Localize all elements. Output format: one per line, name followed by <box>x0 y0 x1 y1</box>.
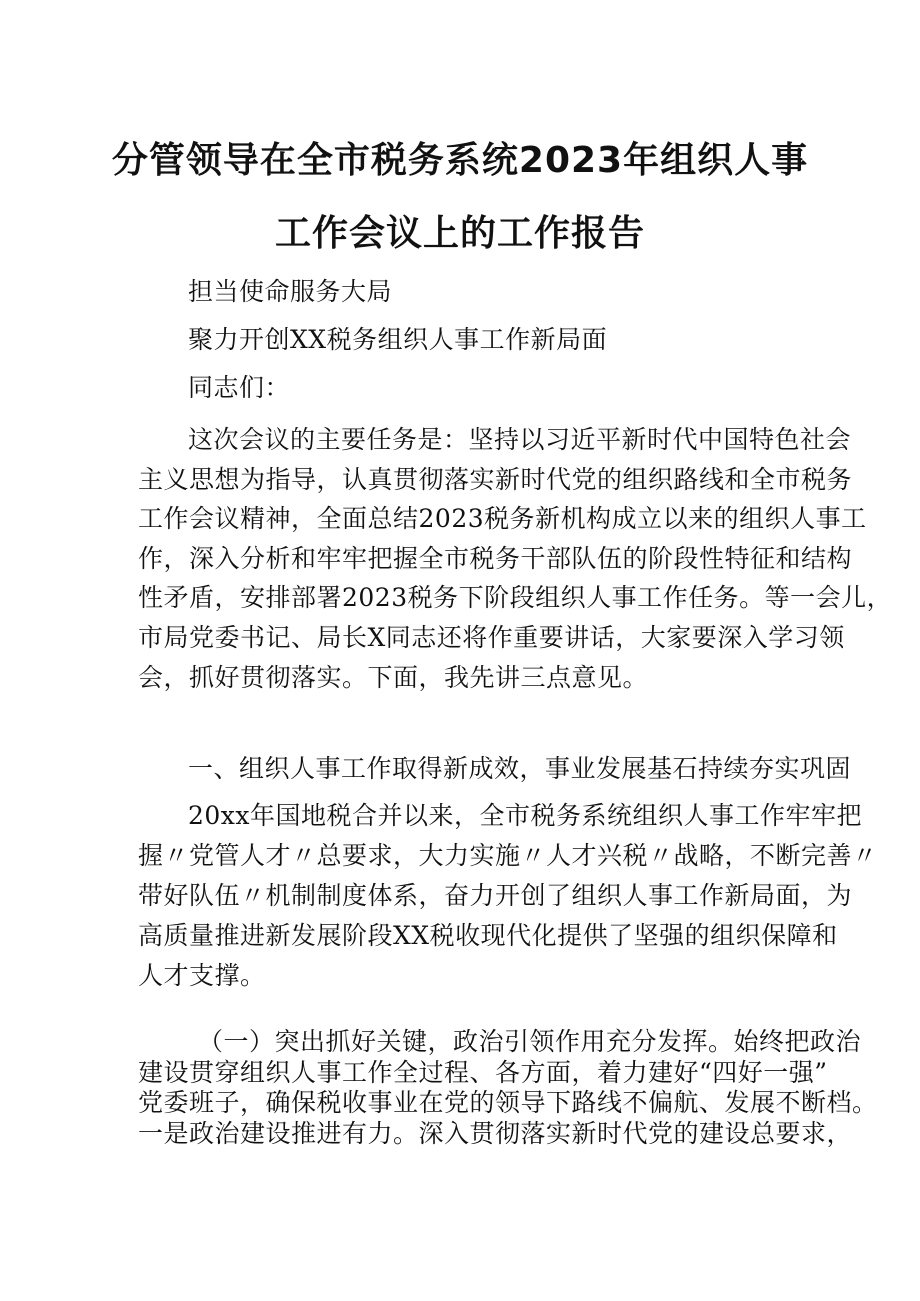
paragraph-3-line: 一是政治建设推进有力。深入贯彻落实新时代党的建设总要求， <box>138 1118 853 1148</box>
paragraph-2-line: 握〃党管人才〃总要求，大力实施〃人才兴税〃战略，不断完善〃 <box>138 841 878 870</box>
paragraph-3 <box>138 1027 878 1149</box>
paragraph-1-line: 工作会议精神，全面总结2023税务新机构成立以来的组织人事工 <box>138 504 867 534</box>
paragraph-3-line: 党委班子，确保税收事业在党的领导下路线不偏航、发展不断档。 <box>138 1088 878 1117</box>
paragraph-2 <box>138 796 878 996</box>
paragraph-2-line: 带好队伍〃机制制度体系，奋力开创了组织人事工作新局面，为 <box>138 881 853 910</box>
document-title-line-1: 分管领导在全市税务系统2023年组织人事 <box>111 140 809 181</box>
paragraph-3-line: （一）突出抓好关键，政治引领作用充分发挥。始终把政治 <box>198 1027 862 1056</box>
section-heading-1: 一、组织人事工作取得新成效，事业发展基石持续夯实巩固 <box>188 754 852 783</box>
subtitle-2: 聚力开创XX税务组织人事工作新局面 <box>188 325 608 354</box>
paragraph-1-line: 这次会议的主要任务是：坚持以习近平新时代中国特色社会 <box>188 425 852 454</box>
paragraph-2-line: 人才支撑。 <box>138 961 266 990</box>
document-title-line-2: 工作会议上的工作报告 <box>274 213 645 254</box>
paragraph-3-line: 建设贯穿组织人事工作全过程、各方面，着力建好“四好一强” <box>138 1057 828 1087</box>
paragraph-1-line: 作，深入分析和牢牢把握全市税务干部队伍的阶段性特征和结构 <box>138 543 853 573</box>
paragraph-2-line: 高质量推进新发展阶段XX税收现代化提供了坚强的组织保障和 <box>138 921 838 950</box>
subtitle-1: 担当使命服务大局 <box>188 277 393 306</box>
paragraph-1 <box>138 420 893 697</box>
salutation: 同志们： <box>188 373 291 402</box>
paragraph-2-line: 20xx年国地税合并以来，全市税务系统组织人事工作牢牢把 <box>188 801 863 830</box>
paragraph-1-line: 会，抓好贯彻落实。下面，我先讲三点意见。 <box>138 662 649 692</box>
paragraph-1-line: 性矛盾，安排部署2023税务下阶段组织人事工作任务。等一会儿， <box>138 583 893 613</box>
paragraph-1-line: 市局党委书记、局长X同志还将作重要讲话，大家要深入学习领 <box>138 622 845 652</box>
paragraph-1-line: 主义思想为指导，认真贯彻落实新时代党的组织路线和全市税务 <box>138 464 853 494</box>
